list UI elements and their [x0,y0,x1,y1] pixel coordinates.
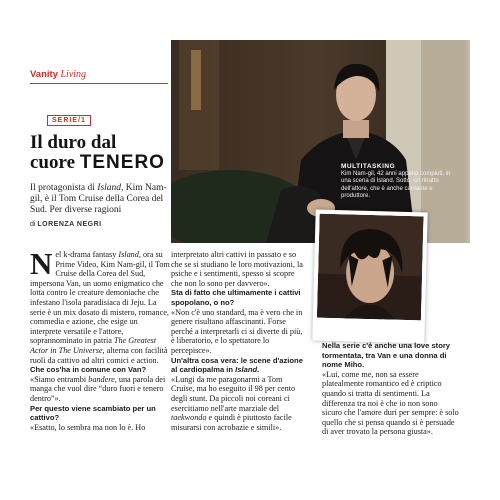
text-italic: The Greatest Actor in The Universe [30,336,157,355]
text-part: e quindi è piuttosto facile misurarsi con acrobazie e simili». [171,413,292,432]
question: Nella serie c'è anche una love story tormentata, tra Van e una donna di nome Miho. [322,341,451,370]
byline-prefix: di [30,221,36,228]
photo-caption [341,163,461,201]
byline-author: LORENZA NEGRI [37,221,102,228]
faded-header-text [30,40,170,58]
page-edge-fade [465,40,500,500]
serie-tag: SERIE/1 [47,115,91,126]
byline [30,221,102,228]
article-title [30,133,170,173]
caption-title: MULTITASKING [341,163,396,170]
brand-rule [30,83,168,84]
caption-text: Kim Nam-gil, 42 anni appena compiuti, in una scena di Island. Sotto, un ritratto dell'attore, che è anche cantante e produttore. [341,170,451,199]
inset-photo [312,210,427,344]
text-italic: Island [118,250,139,259]
body-column-2 [171,250,306,432]
answer: «Lui, come me, non sa essere platealmente romantico ed è criptico quando si tratta di sentimenti. La differenza tra noi è che io non sono sicuro che l'amore duri per sempre: è solo quello che si pensa quando si è persuade di aver trovato la persona giusta». [322,369,459,437]
title-line2-plain: cuore [30,152,76,173]
brand-word-vanity: Vanity [30,69,58,80]
subtitle-part: Il protagonista di [30,183,98,193]
text-part: , ora su Prime Video, Kim Nam-gil, il Tom Cruise della Corea del Sud, impersona Van, un uomo enigmatico che lotta contro le creature demoniache che infestano l'isola paradisiaca di Jeju. La serie è un mix dosato di mistero, romance, commedia e azione, che esige un interprete versatile e l'attore, soprannominato in patria [30,250,170,346]
subtitle-italic: Island [97,183,122,193]
dropcap: N [30,246,53,281]
answer: «Non c'è uno standard, ma è vero che in genere risultano affascinanti. Forse perché a interpretarli ci si diverte di più, è liberatorio, e lo spettatore lo percepisce». [171,307,303,355]
text-part: «Siamo entrambi [30,374,89,384]
text-part: el k-drama fantasy [55,250,119,259]
text-italic: taekwondo [171,413,207,423]
text-italic: Island [235,365,258,375]
answer [30,375,170,404]
text-part: . [257,365,260,375]
answer: «Esatto, lo sembra ma non lo è. Ho [30,422,146,432]
question: Sta di fatto che ultimamente i cattivi spopolano, o no? [171,288,301,307]
title-line1: Il duro dal [30,132,117,153]
answer: interpretato altri cattivi in passato e so che se si studiano le loro motivazioni, la psiche e i sentimenti, spesso si scopre che non lo sono per davvero». [171,250,303,288]
answer [171,375,306,433]
text-part: , alterna con facilità ruoli da cattivo ad altri comici e action. [30,345,168,365]
question [171,356,303,375]
article-subtitle [30,183,170,216]
body-column-3 [322,341,459,437]
question: Per questo viene scambiato per un cattivo? [30,403,156,423]
brand-word-living: Living [60,69,87,80]
text-part: , una parola dei manga che vuol dire “duro fuori e tenero dentro”». [30,374,166,403]
subtitle-part: , Kim Nam-gil, è il Tom Cruise della Corea del Sud. Per diverse ragioni [30,183,167,215]
text-part: Un'altra cosa vera: le scene d'azione al cardiopalma in [171,355,303,375]
question: Che cos'ha in comune con Van? [30,365,147,375]
text-italic: bandere [88,374,115,384]
body-column-1 [30,246,170,432]
title-line2-accent: TENERO [79,152,165,173]
actor-portrait-photo-icon [317,214,424,321]
text-part: «Lungi da me paragonarmi a Tom Cruise, ma ho eseguito il 98 per cento degli stunt. Da piccoli noi coreani ci esercitiamo nell'arte marziale del [171,374,296,413]
section-brand [30,69,86,80]
